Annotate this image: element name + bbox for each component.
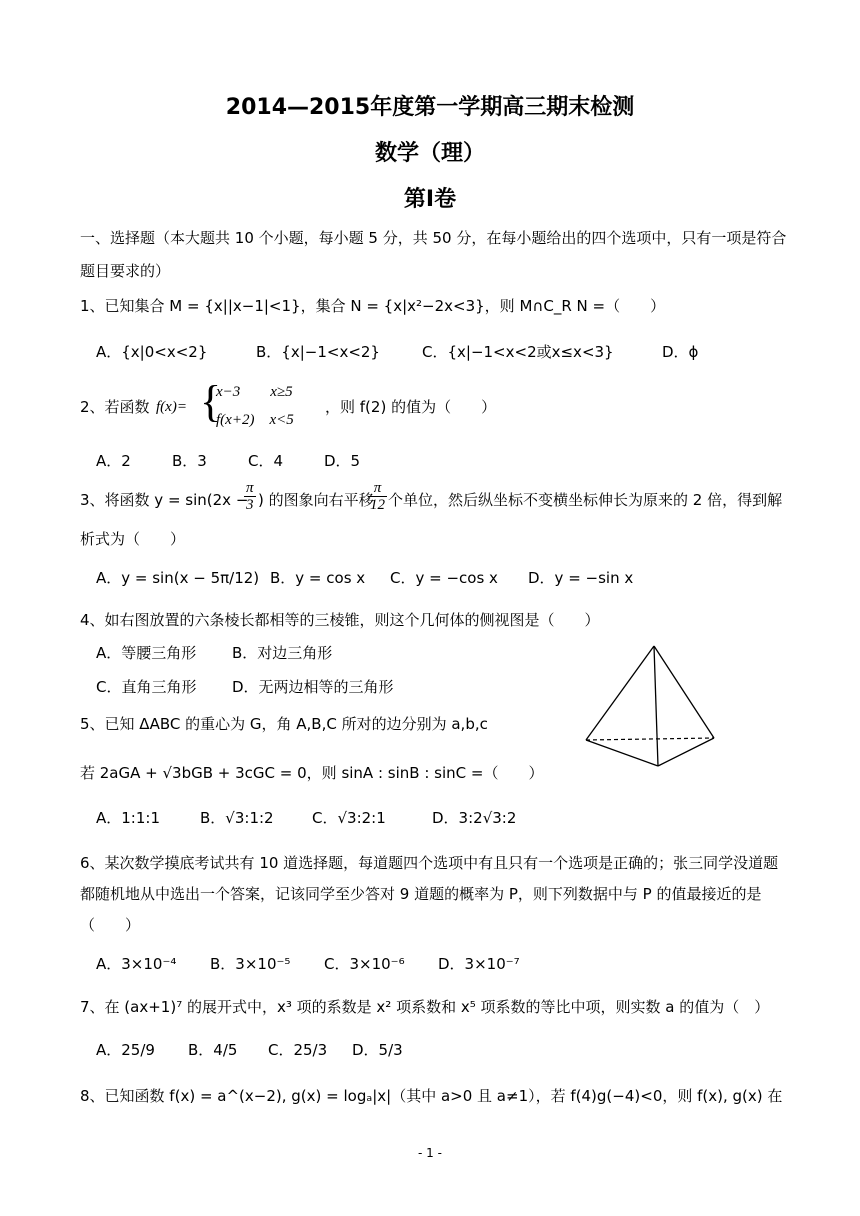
q3-option-b: B．y = cos x (270, 569, 366, 587)
q3-frac-pi12: $\frac{\pi}{12}$ (370, 480, 385, 513)
q6-option-b: B．3×10⁻⁵ (210, 955, 291, 973)
section-intro-line1: 一、选择题（本大题共 10 个小题，每小题 5 分，共 50 分，在每小题给出的四个选项中，只有一项是符合 (80, 229, 787, 247)
q4-stem: 4、如右图放置的六条棱长都相等的三棱锥，则这个几何体的侧视图是（ ） (80, 611, 600, 629)
section-intro-line2: 题目要求的） (80, 262, 171, 280)
exam-title: 2014—2015年度第一学期高三期末检测 (225, 95, 635, 120)
q2-piece-1: x−3 x≥5 (216, 384, 293, 400)
q2-stem-prefix: 2、若函数 (80, 398, 150, 416)
q5-option-b: B．√3:1:2 (200, 809, 274, 827)
q3-stem-line2: 析式为（ ） (80, 530, 186, 548)
pyramid-hidden-edge (586, 738, 714, 740)
q2-fx: f(x)= (156, 399, 187, 415)
q3-frac-pi3: $\frac{\pi}{3}$ (246, 480, 254, 513)
q2-piece-2: f(x+2) x<5 (216, 412, 294, 428)
q4-option-d: D．无两边相等的三角形 (232, 678, 394, 696)
pyramid-edge-left (586, 646, 654, 740)
volume-title: 第Ⅰ卷 (403, 187, 457, 212)
q7-option-a: A．25/9 (96, 1041, 155, 1059)
q1-option-c: C．{x|−1<x<2或x≤x<3} (422, 343, 614, 361)
q4-option-a: A．等腰三角形 (96, 644, 197, 662)
q2-brace: { (200, 377, 222, 426)
q6-option-a: A．3×10⁻⁴ (96, 955, 177, 973)
q5-stem-line1: 5、已知 ΔABC 的重心为 G，角 A,B,C 所对的边分别为 a,b,c (80, 715, 488, 733)
q6-stem-line3: （ ） (80, 916, 141, 934)
q7-option-c: C．25/3 (268, 1041, 328, 1059)
page-number: - 1 - (418, 1146, 442, 1160)
q6-option-d: D．3×10⁻⁷ (438, 955, 520, 973)
q6-stem-line1: 6、某次数学摸底考试共有 10 道选择题，每道题四个选项中有且只有一个选项是正确的；张三同学没道题 (80, 854, 779, 872)
q1-option-b: B．{x|−1<x<2} (256, 343, 380, 361)
q2-option-b: B．3 (172, 452, 207, 470)
pyramid-base-front-left (586, 740, 658, 766)
q1-option-a: A．{x|0<x<2} (96, 343, 208, 361)
q3-stem-b: ) 的图象向右平移 (258, 491, 374, 509)
q3-option-d: D．y = −sin x (528, 569, 634, 587)
q2-option-c: C．4 (248, 452, 284, 470)
q5-option-d: D．3:2√3:2 (432, 809, 517, 827)
pyramid-base-front-right (658, 738, 714, 766)
tetrahedron-figure (580, 640, 720, 780)
q1-stem: 1、已知集合 M = {x||x−1|<1}，集合 N = {x|x²−2x<3}，则 M∩C_R N =（ ） (80, 297, 666, 315)
q3-stem-c: 个单位，然后纵坐标不变横坐标伸长为原来的 2 倍，得到解 (388, 491, 783, 509)
q7-option-d: D．5/3 (352, 1041, 403, 1059)
pyramid-edge-right (654, 646, 714, 738)
q8-stem: 8、已知函数 f(x) = a^(x−2), g(x) = logₐ|x|（其中 a>0 且 a≠1），若 f(4)g(−4)<0，则 f(x), g(x) 在 (80, 1087, 783, 1105)
q2-stem-suffix: ，则 f(2) 的值为（ ） (325, 398, 497, 416)
q3-stem-a: 3、将函数 y = sin(2x − (80, 491, 249, 509)
q6-option-c: C．3×10⁻⁶ (324, 955, 405, 973)
q5-option-c: C．√3:2:1 (312, 809, 386, 827)
q5-stem-line2: 若 2aGA + √3bGB + 3cGC = 0，则 sinA : sinB : sinC =（ ） (80, 764, 544, 782)
pyramid-edge-front (654, 646, 658, 766)
q3-option-a: A．y = sin(x − 5π/12) (96, 569, 260, 587)
subject-title: 数学（理） (374, 141, 485, 166)
q6-stem-line2: 都随机地从中选出一个答案，记该同学至少答对 9 道题的概率为 P，则下列数据中与 P 的值最接近的是 (80, 885, 762, 903)
q2-option-a: A．2 (96, 452, 131, 470)
q7-option-b: B．4/5 (188, 1041, 238, 1059)
q5-option-a: A．1:1:1 (96, 809, 160, 827)
q2-option-d: D．5 (324, 452, 361, 470)
q4-option-c: C．直角三角形 (96, 678, 197, 696)
q4-option-b: B．对边三角形 (232, 644, 333, 662)
q3-option-c: C．y = −cos x (390, 569, 498, 587)
q7-stem: 7、在 (ax+1)⁷ 的展开式中，x³ 项的系数是 x² 项系数和 x⁵ 项系数的等比中项，则实数 a 的值为（ ） (80, 998, 770, 1016)
q1-option-d: D．ϕ (662, 343, 699, 361)
